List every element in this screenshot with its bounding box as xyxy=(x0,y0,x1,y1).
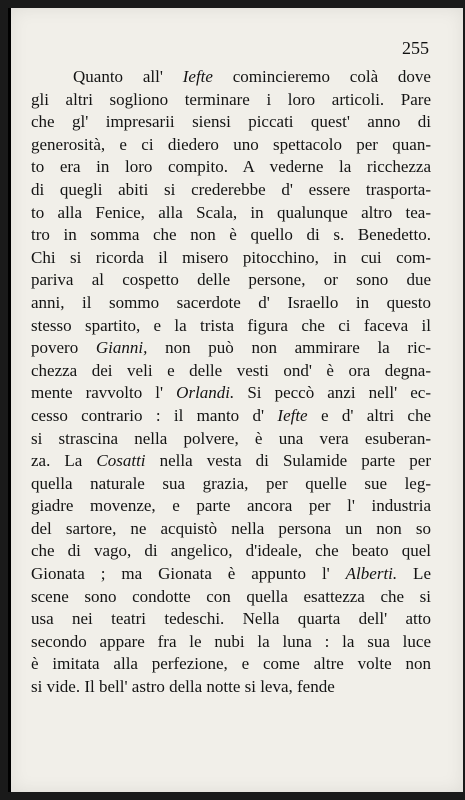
text-line xyxy=(31,134,431,157)
text-line xyxy=(31,292,431,315)
body-text xyxy=(31,66,431,699)
text-segment: che di vago, di angelico, d'ideale, che beato quel xyxy=(31,541,431,561)
text-segment: e d' altri che xyxy=(307,405,432,425)
text-line xyxy=(31,586,431,609)
text-segment: di quegli abiti si crederebbe d' essere trasporta- xyxy=(31,179,431,199)
text-line xyxy=(31,676,431,699)
text-segment: Le xyxy=(397,564,431,584)
italic-name: Alberti. xyxy=(345,564,398,584)
text-line xyxy=(31,653,431,676)
text-segment: secondo appare fra le nubi la luna : la sua luce xyxy=(31,631,431,651)
text-line xyxy=(31,518,431,541)
text-segment: non può non ammirare la ric- xyxy=(147,338,431,358)
italic-name: Iefte xyxy=(277,405,308,425)
text-segment: del sartore, ne acquistò nella persona un non so xyxy=(31,518,431,538)
text-segment: scene sono condotte con quella esattezza che si xyxy=(31,586,431,606)
page-number: 255 xyxy=(402,38,429,58)
text-line xyxy=(31,631,431,654)
text-segment: tro in somma che non è quello di s. Benedetto. xyxy=(31,225,431,245)
text-line xyxy=(31,608,431,631)
text-segment: che gl' impresarii siensi piccati quest' anno di xyxy=(31,112,431,132)
text-segment: quella naturale sua grazia, per quelle sue leg- xyxy=(31,473,431,493)
text-line xyxy=(31,224,431,247)
text-segment: Chi si ricorda il misero pitocchino, in cui com- xyxy=(31,247,431,267)
italic-name: Orlandi. xyxy=(176,383,235,403)
text-line xyxy=(31,382,431,405)
text-line xyxy=(31,337,431,360)
text-segment: chezza dei veli e delle vesti ond' è ora degna- xyxy=(31,360,431,380)
text-segment: Quanto all' xyxy=(73,67,183,86)
text-segment: giadre movenze, e parte ancora per l' industria xyxy=(31,496,431,516)
text-segment: si vide. Il bell' astro della notte si leva, fende xyxy=(31,677,335,697)
text-line xyxy=(31,66,431,89)
text-line xyxy=(31,315,431,338)
text-segment: cesso contrario : il manto d' xyxy=(31,405,278,425)
text-segment: povero xyxy=(31,338,96,358)
text-line xyxy=(31,563,431,586)
text-line xyxy=(31,450,431,473)
text-segment: comincieremo colà dove xyxy=(212,67,431,86)
text-segment: nella vesta di Sulamide parte per xyxy=(145,451,431,471)
text-line xyxy=(31,179,431,202)
text-line xyxy=(31,156,431,179)
text-segment: za. La xyxy=(31,451,97,471)
text-segment: è imitata alla perfezione, e come altre volte non xyxy=(31,654,431,674)
text-segment: anni, il sommo sacerdote d' Israello in questo xyxy=(31,292,431,312)
text-line xyxy=(31,247,431,270)
text-line xyxy=(31,360,431,383)
text-line xyxy=(31,405,431,428)
text-segment: Si peccò anzi nell' ec- xyxy=(234,383,432,403)
text-segment: pariva al cospetto delle persone, or sono due xyxy=(31,270,431,290)
text-segment: generosità, e ci diedero uno spettacolo per quan- xyxy=(31,134,431,154)
text-line xyxy=(31,89,431,112)
text-segment: stesso spartito, e la trista figura che ci faceva il xyxy=(31,315,431,335)
text-segment: usa nei teatri tedeschi. Nella quarta dell' atto xyxy=(31,609,431,629)
text-line xyxy=(31,428,431,451)
text-segment: Gionata ; ma Gionata è appunto l' xyxy=(31,564,346,584)
book-page xyxy=(8,8,463,792)
text-line xyxy=(31,111,431,134)
text-segment: to alla Fenice, alla Scala, in qualunque altro tea- xyxy=(31,202,431,222)
text-segment: to era in loro compito. A vederne la ricchezza xyxy=(31,157,431,177)
italic-name: Gianni, xyxy=(95,338,148,358)
italic-name: Cosatti xyxy=(96,451,146,471)
text-line xyxy=(31,269,431,292)
text-line xyxy=(31,540,431,563)
text-line xyxy=(31,202,431,225)
text-segment: mente ravvolto l' xyxy=(31,383,177,403)
text-line xyxy=(31,473,431,496)
text-segment: si strascina nella polvere, è una vera esuberan- xyxy=(31,428,431,448)
text-segment: gli altri sogliono terminare i loro articoli. Pare xyxy=(31,89,431,109)
text-line xyxy=(31,495,431,518)
italic-name: Iefte xyxy=(182,67,213,86)
